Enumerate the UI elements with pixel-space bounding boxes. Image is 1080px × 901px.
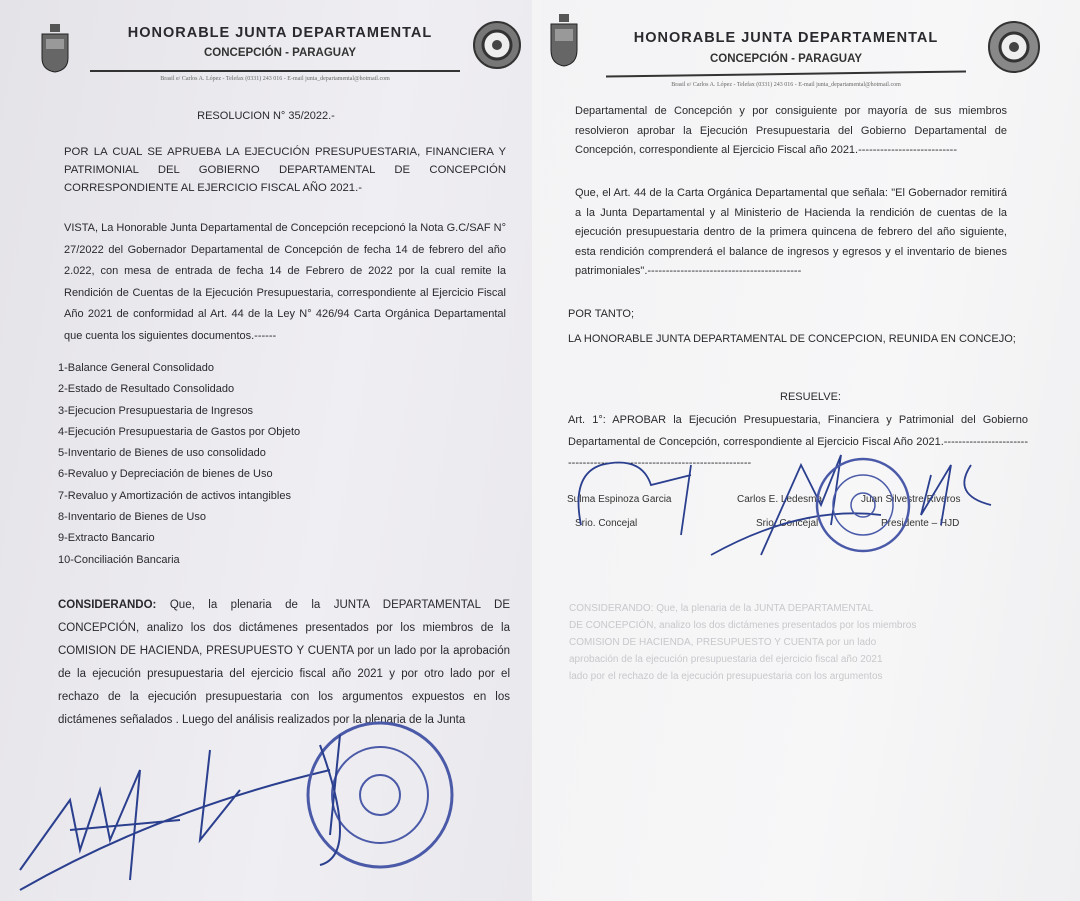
list-item: 9-Extracto Bancario — [58, 532, 155, 545]
list-item: 4-Ejecución Presupuestaria de Gastos por Objeto — [58, 425, 301, 438]
signatory-3-name: Juan Silvestre Riveros — [861, 494, 961, 505]
document-page-right — [541, 0, 1080, 901]
que-paragraph: Que, el Art. 44 de la Carta Orgánica Departamental que señala: "El Gobernador remitirá a la Junta Departamental y al Ministerio de Hacienda la rendición de cuentas de la ejecución presupuestaria dentro de la primera quincena de febrero del año siguiente, esta rendición comprenderá el balance de ingresos y egresos y el inventario de bienes patrimoniales".------------------------------------------ — [575, 187, 1007, 277]
bleed-line: DE CONCEPCIÓN, analizo los dos dictámenes presentados por los miembros — [569, 620, 917, 631]
header-address: Brasil e/ Carlos A. López - Telefax (0331) 243 016 - E-mail junta_departamental@hotmail.com — [671, 82, 901, 88]
list-item: 1-Balance General Consolidado — [58, 362, 214, 374]
resolution-subject: POR LA CUAL SE APRUEBA LA EJECUCIÓN PRESUPUESTARIA, FINANCIERA Y PATRIMONIAL DEL GOBIERNO DEPARTAMENTAL DE CONCEPCIÓN CORRESPONDIENTE AL EJERCICIO FISCAL AÑO 2021.- — [64, 146, 506, 194]
list-item: 8-Inventario de Bienes de Uso — [58, 511, 206, 524]
header-title: HONORABLE JUNTA DEPARTAMENTAL — [633, 30, 939, 46]
signatory-2-name: Carlos E. Ledesma — [737, 494, 823, 505]
considerando-label: CONSIDERANDO: — [58, 599, 157, 611]
list-item: 2-Estado de Resultado Consolidado — [58, 383, 235, 396]
header-address: Brasil e/ Carlos A. López - Telefax (0331) 243 016 - E-mail junta_departamental@hotmail.com — [160, 76, 390, 82]
resuelve-heading: RESUELVE: — [780, 391, 841, 403]
official-stamp — [300, 715, 460, 875]
national-seal-icon — [472, 20, 522, 70]
bleed-line: CONSIDERANDO: Que, la plenaria de la JUNTA DEPARTAMENTAL — [569, 603, 874, 614]
list-item: 5-Inventario de Bienes de uso consolidado — [58, 447, 266, 460]
resolution-number: RESOLUCION N° 35/2022.- — [197, 110, 335, 122]
coat-of-arms-icon — [547, 12, 581, 70]
signatory-2-role: Srio. Concejal — [756, 518, 819, 529]
bleed-line: lado por el rechazo de la ejecución presupuestaria con los argumentos — [569, 671, 883, 682]
header-rule — [90, 70, 460, 72]
header-subtitle: CONCEPCIÓN - PARAGUAY — [203, 47, 357, 59]
list-item: 3-Ejecucion Presupuestaria de Ingresos — [58, 404, 254, 417]
header-subtitle: CONCEPCIÓN - PARAGUAY — [709, 53, 863, 65]
bleed-through-text — [569, 600, 1029, 685]
continuation-paragraph: Departamental de Concepción y por consiguiente por mayoría de sus miembros resolvieron aprobar la Ejecución Presupuestaria del Gobierno Departamental de Concepción, correspondiente al Ejercicio Fiscal año 2021.--------------------------- — [575, 105, 1007, 156]
list-item: 10-Conciliación Bancaria — [58, 553, 180, 566]
junta-reunida: LA HONORABLE JUNTA DEPARTAMENTAL DE CONCEPCION, REUNIDA EN CONCEJO; — [568, 333, 1016, 345]
considerando-paragraph — [58, 594, 510, 732]
documents-list — [58, 358, 498, 571]
header-rule — [606, 70, 966, 77]
por-tanto: POR TANTO; — [568, 308, 635, 320]
list-item: 7-Revaluo y Amortización de activos intangibles — [58, 489, 291, 502]
signatory-1-name: Sulma Espinoza Garcia — [567, 494, 672, 505]
signatures — [551, 445, 1011, 565]
signatures — [10, 730, 340, 900]
considerando-text: Que, la plenaria de la JUNTA DEPARTAMENTAL DE CONCEPCIÓN, analizo los dos dictámenes presentados por los miembros de la COMISION DE HACIENDA, PRESUPUESTO Y CUENTA por un lado por la aprobación de la ejecución presupuestaria del ejercicio fiscal año 2021 y por otro lado por el rechazo de la ejecución presupuestaria con los argumentos expuestos en los dictámenes señalados . Luego del análisis realizados por la plenaria de la Junta — [58, 599, 510, 726]
article-1-label: Art. 1°: APROBAR — [568, 414, 667, 426]
list-item: 6-Revaluo y Depreciación de bienes de Uso — [58, 468, 273, 481]
bleed-line: aprobación de la ejecución presupuestaria del ejercicio fiscal año 2021 — [569, 654, 883, 665]
official-stamp — [813, 455, 913, 555]
vista-paragraph: VISTA, La Honorable Junta Departamental de Concepción recepcionó la Nota G.C/SAF N° 27/2022 del Gobernador Departamental de Concepción de fecha 14 de febrero del año 2.022, con mesa de entrada de fecha 14 de Febrero de 2022 por la cual remite la Rendición de Cuentas de la Ejecución Presupuestaria, correspondiente al Ejercicio Fiscal Año 2021 de conformidad al Art. 44 de la Ley N° 426/94 Carta Orgánica Departamental que cuenta los siguientes documentos.------ — [64, 222, 506, 342]
bleed-line: COMISION DE HACIENDA, PRESUPUESTO Y CUENTA por un lado — [569, 637, 877, 648]
header-title: HONORABLE JUNTA DEPARTAMENTAL — [127, 25, 433, 41]
document-page-left — [0, 0, 532, 901]
coat-of-arms-icon — [38, 22, 72, 74]
signatory-1-role: Srio. Concejal — [575, 518, 638, 529]
signatory-3-role: Presidente – HJD — [881, 518, 960, 529]
article-1-text: la Ejecución Presupuestaria, Financiera y Patrimonial del Gobierno Departamental de Concepción, correspondiente al Ejercicio Fiscal Año 2021.------------------------------------------------------------------------- — [568, 414, 1028, 469]
national-seal-icon — [987, 20, 1041, 74]
